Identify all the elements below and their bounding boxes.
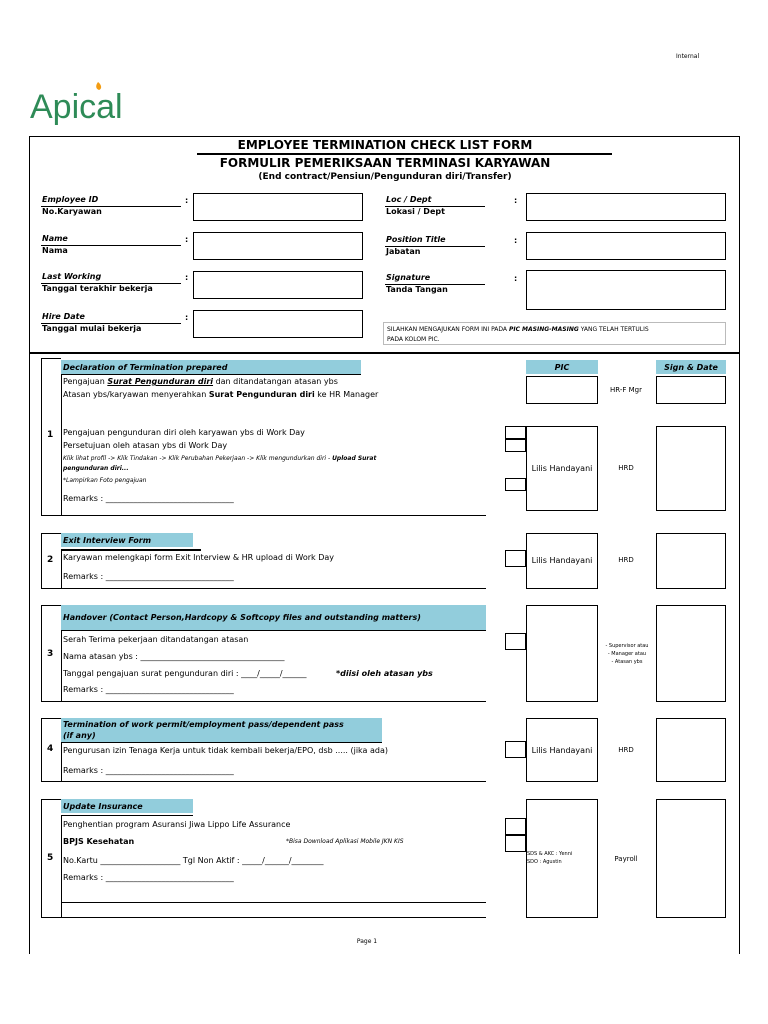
section-5-note: *Bisa Download Aplikasi Mobile JKN KIS <box>286 838 404 845</box>
divider <box>61 374 361 375</box>
sign-date-header-label: Sign & Date <box>664 363 718 372</box>
section-1-title: Declaration of Termination prepared <box>63 363 228 372</box>
instruction-line2: PADA KOLOM PIC. <box>387 336 440 343</box>
colon: : <box>514 274 518 283</box>
section-2-checkbox[interactable] <box>505 550 526 567</box>
section-2-remarks[interactable]: Remarks : ________________________________ <box>63 572 234 581</box>
loc-dept-field[interactable] <box>526 193 726 221</box>
text: Pengajuan <box>63 377 108 386</box>
section-1-line-2 <box>63 391 378 399</box>
section-3-checkbox[interactable] <box>505 633 526 650</box>
instruction-box <box>383 322 726 345</box>
section-1-pic-box-a[interactable] <box>526 376 598 404</box>
colon: : <box>185 313 189 322</box>
divider <box>61 549 201 551</box>
section-2-line-1: Karyawan melengkapi form Exit Interview & HR upload di Work Day <box>63 553 334 562</box>
loc-dept-label-id: Lokasi / Dept <box>386 207 445 216</box>
instruction-part1: SILAHKAN MENGAJUKAN FORM INI PADA <box>387 326 509 333</box>
divider <box>61 742 382 743</box>
section-3-pic-box[interactable] <box>526 605 598 702</box>
section-1-number: 1 <box>47 430 54 440</box>
section-4-pic: Lilis Handayani <box>531 746 593 755</box>
svg-text:Apical: Apical <box>30 88 123 126</box>
section-3-remarks[interactable]: Remarks : ________________________________ <box>63 685 234 694</box>
section-5-checkbox-b[interactable] <box>505 835 526 852</box>
section-2-role: HRD <box>618 556 634 564</box>
text: Surat Pengunduran diri <box>208 390 315 399</box>
colon: : <box>185 273 189 282</box>
text: Surat Pengunduran diri <box>107 377 214 386</box>
divider <box>41 781 486 782</box>
signature-label-id: Tanda Tangan <box>386 285 448 294</box>
section-3-role-2: - Manager atau <box>607 651 647 657</box>
section-5-pic-2: SDO : Agustin <box>527 859 562 865</box>
colon: : <box>514 236 518 245</box>
section-3-line-2[interactable]: Nama atasan ybs : ____________________________________ <box>63 652 285 661</box>
loc-dept-label: Loc / Dept <box>386 195 432 204</box>
section-5-remarks[interactable]: Remarks : ________________________________ <box>63 873 234 882</box>
section-4-title-2: (if any) <box>63 731 96 740</box>
position-label: Position Title <box>386 235 446 244</box>
section-4-checkbox[interactable] <box>505 741 526 758</box>
section-5-pic-1: SDS & AKC : Yenni <box>527 851 573 857</box>
section-2-number: 2 <box>47 555 54 565</box>
frame-left <box>29 136 30 954</box>
text: Atasan ybs/karyawan menyerahkan <box>63 390 209 399</box>
text: Klik lihat profil -> Klik Tindakan -> Klik Perubahan Pekerjaan -> Klik mengundurkan diri - <box>63 455 333 462</box>
section-4-role: HRD <box>618 746 634 754</box>
section-3-note: *diisi oleh atasan ybs <box>336 669 433 678</box>
divider <box>41 515 486 516</box>
section-1-checkbox-a[interactable] <box>505 426 526 439</box>
section-1-line-3: Pengajuan pengunduran diri oleh karyawan ybs di Work Day <box>63 428 305 437</box>
last-working-label-id: Tanggal terakhir bekerja <box>42 284 153 293</box>
last-working-field[interactable] <box>193 271 363 299</box>
colon: : <box>185 196 189 205</box>
text: dan ditandatangan atasan ybs <box>213 377 338 386</box>
text: Upload Surat <box>332 455 377 462</box>
name-label-id: Nama <box>42 246 68 255</box>
section-5-line-1: Penghentian program Asuransi Jiwa Lippo Life Assurance <box>63 820 291 829</box>
name-field[interactable] <box>193 232 363 260</box>
section-3-title: Handover (Contact Person,Hardcopy & Softcopy files and outstanding matters) <box>63 613 421 622</box>
section-1-line-6: pengunduran diri... <box>63 465 129 472</box>
section-1-sign-box-a[interactable] <box>656 376 726 404</box>
divider <box>41 701 486 702</box>
divider <box>61 549 62 589</box>
position-field[interactable] <box>526 232 726 260</box>
divider <box>61 630 486 631</box>
divider <box>61 902 486 903</box>
section-4-number: 4 <box>47 744 54 754</box>
signature-field[interactable] <box>526 270 726 310</box>
section-1-role-a: HR-F Mgr <box>610 386 642 394</box>
employee-id-field[interactable] <box>193 193 363 221</box>
section-5-number: 5 <box>47 853 54 863</box>
section-4-sign-box[interactable] <box>656 718 726 782</box>
section-3-role-1: - Supervisor atau <box>605 643 649 649</box>
section-2-title: Exit Interview Form <box>63 536 152 545</box>
frame-right <box>739 136 740 954</box>
divider <box>41 588 486 589</box>
hire-date-label: Hire Date <box>42 312 85 321</box>
divider <box>41 917 486 918</box>
name-label: Name <box>42 234 68 243</box>
form-title: EMPLOYEE TERMINATION CHECK LIST FORM <box>237 138 533 152</box>
instruction-bold: PIC MASING-MASING <box>508 326 579 333</box>
colon: : <box>185 235 189 244</box>
classification-label: Internal <box>676 53 700 60</box>
section-1-line-7: *Lampirkan Foto pengajuan <box>63 477 147 484</box>
colon: : <box>514 196 518 205</box>
divider <box>61 374 62 516</box>
section-3-role-3: - Atasan ybs <box>611 659 643 665</box>
section-5-sign-box[interactable] <box>656 799 726 918</box>
apical-logo <box>30 76 140 126</box>
signature-label: Signature <box>386 273 431 282</box>
section-5-line-2: BPJS Kesehatan <box>63 837 135 846</box>
instruction-part2: YANG TELAH TERTULIS <box>578 326 649 333</box>
section-3-line-1: Serah Terima pekerjaan ditandatangan atasan <box>63 635 249 644</box>
hire-date-field[interactable] <box>193 310 363 338</box>
section-3-number: 3 <box>47 649 54 659</box>
text: ke HR Manager <box>314 390 379 399</box>
section-4-line-1: Pengurusan izin Tenaga Kerja untuk tidak kembali bekerja/EPO, dsb ..... (jika ada) <box>63 746 388 755</box>
section-1-line-5 <box>63 456 376 462</box>
hire-date-label-id: Tanggal mulai bekerja <box>42 324 142 333</box>
divider <box>61 630 62 702</box>
section-5-role: Payroll <box>614 855 638 863</box>
section-2-sign-box[interactable] <box>656 533 726 589</box>
title-underline <box>197 153 612 155</box>
section-1-checkbox-c[interactable] <box>505 478 526 491</box>
section-1-sign-box-b[interactable] <box>656 426 726 511</box>
position-label-id: Jabatan <box>386 247 421 256</box>
frame-top <box>29 136 740 137</box>
section-5-checkbox-a[interactable] <box>505 818 526 835</box>
pic-header-label: PIC <box>554 363 570 372</box>
section-2-pic: Lilis Handayani <box>531 556 593 565</box>
section-1-pic-b: Lilis Handayani <box>531 464 593 473</box>
section-1-role-b: HRD <box>618 464 634 472</box>
form-subtitle: FORMULIR PEMERIKSAAN TERMINASI KARYAWAN <box>219 156 551 170</box>
divider <box>61 815 193 816</box>
section-4-remarks[interactable]: Remarks : ________________________________ <box>63 766 234 775</box>
page-number: Page 1 <box>356 938 378 945</box>
section-1-line-1 <box>63 378 338 386</box>
section-1-line-4: Persetujuan oleh atasan ybs di Work Day <box>63 441 228 450</box>
section-4-title-1: Termination of work permit/employment pass/dependent pass <box>63 720 344 729</box>
form-note: (End contract/Pensiun/Pengunduran diri/Transfer) <box>258 172 512 182</box>
section-3-line-3[interactable]: Tanggal pengajuan surat pengunduran diri : ____/_____/______ <box>63 669 307 678</box>
divider <box>61 742 62 782</box>
section-1-checkbox-b[interactable] <box>505 439 526 452</box>
section-1-remarks[interactable]: Remarks : ________________________________ <box>63 494 234 503</box>
flame-icon <box>30 76 140 126</box>
section-5-title: Update Insurance <box>63 802 143 811</box>
employee-id-label-id: No.Karyawan <box>42 207 102 216</box>
employee-id-label: Employee ID <box>42 195 99 204</box>
last-working-label: Last Working <box>42 272 102 281</box>
section-5-line-3[interactable]: No.Kartu ____________________ Tgl Non Aktif : _____/______/________ <box>63 856 324 865</box>
frame-divider <box>29 352 740 354</box>
section-3-sign-box[interactable] <box>656 605 726 702</box>
